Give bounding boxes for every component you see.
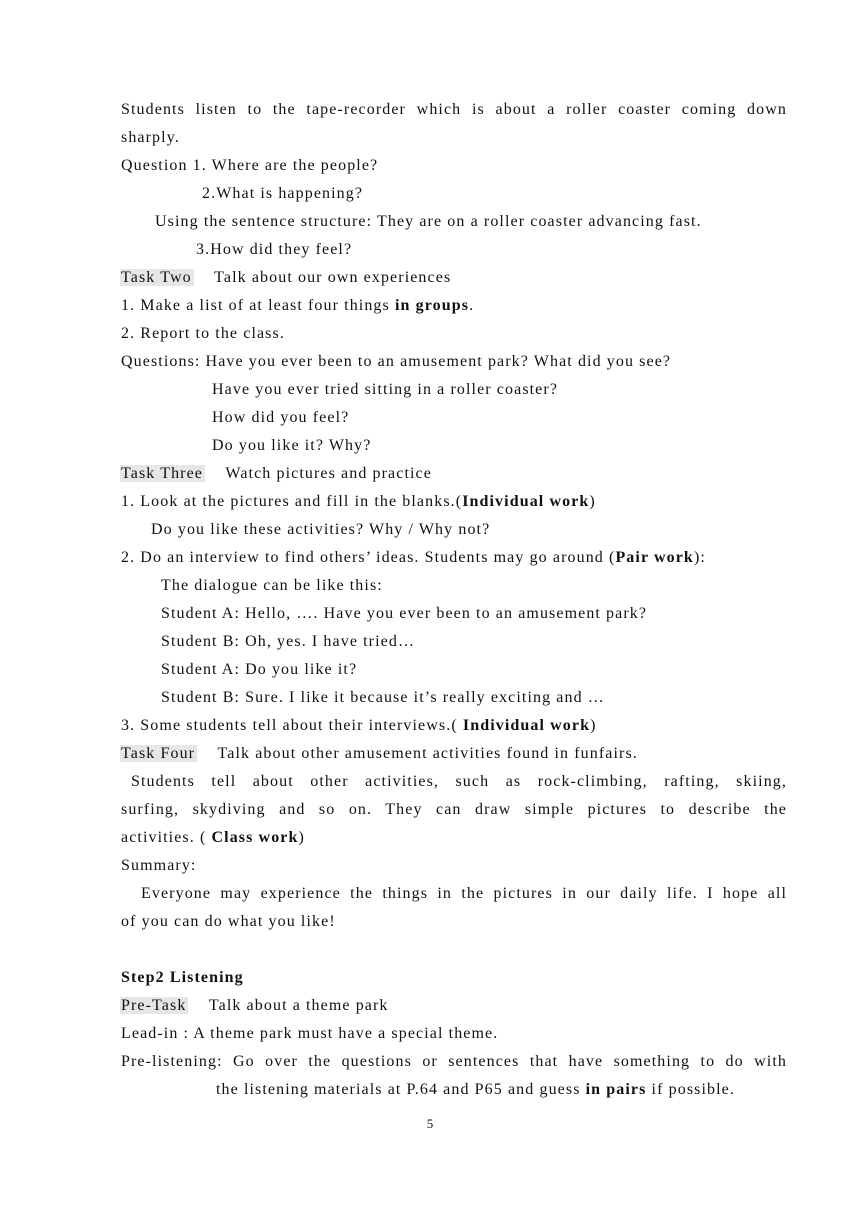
task-heading: [121, 264, 451, 292]
dialogue-line: Student A: Hello, …. Have you ever been to an amusement park?: [161, 605, 648, 622]
section-label: Summary:: [121, 857, 197, 874]
list-item: 2. Report to the class.: [121, 325, 285, 342]
paragraph-text: ): [298, 829, 305, 846]
emphasis: Pair work: [615, 549, 694, 566]
emphasis: in groups: [394, 297, 470, 314]
question-line: Question 1. Where are the people?: [121, 157, 379, 174]
question-line: Have you ever tried sitting in a roller coaster?: [212, 381, 559, 398]
page-number: 5: [426, 1116, 434, 1131]
dialogue-line: Student B: Oh, yes. I have tried…: [161, 633, 416, 650]
question-line: How did you feel?: [212, 409, 350, 426]
list-text: 3. Some students tell about their interviews.(: [121, 717, 463, 734]
list-text: 1. Look at the pictures and fill in the blanks.(: [121, 493, 463, 510]
paragraph-line: Students listen to the tape-recorder which is about a roller coaster coming down: [121, 101, 787, 118]
list-item: [121, 488, 596, 516]
task-label: Task Two: [121, 269, 192, 286]
paragraph-line: [216, 1076, 735, 1104]
paragraph-line: of you can do what you like!: [121, 913, 336, 930]
question-line: 2.What is happening?: [202, 185, 364, 202]
paragraph-line: sharply.: [121, 129, 180, 146]
emphasis: Individual work: [462, 493, 590, 510]
paragraph-line: surfing, skydiving and so on. They can draw simple pictures to describe the: [121, 801, 787, 818]
question-line: Do you like it? Why?: [212, 437, 372, 454]
list-text: ): [589, 493, 596, 510]
list-text: 2. Do an interview to find others’ ideas. Students may go around (: [121, 549, 616, 566]
list-text: ):: [693, 549, 706, 566]
task-heading: [121, 740, 638, 768]
question-line: Do you like these activities? Why / Why not?: [151, 521, 491, 538]
paragraph-line: [121, 824, 305, 852]
question-line: Questions: Have you ever been to an amusement park? What did you see?: [121, 353, 672, 370]
task-heading: [121, 992, 389, 1020]
task-label: Pre-Task: [121, 997, 187, 1014]
emphasis: in pairs: [585, 1081, 647, 1098]
paragraph-line: Students tell about other activities, such as rock-climbing, rafting, skiing,: [131, 773, 787, 790]
task-heading: [121, 460, 432, 488]
paragraph-text: activities. (: [121, 829, 212, 846]
dialogue-line: Student B: Sure. I like it because it’s really exciting and …: [161, 689, 605, 706]
step-heading: Step2 Listening: [121, 969, 244, 986]
list-item: [121, 712, 597, 740]
paragraph-text: the listening materials at P.64 and P65 and guess: [216, 1081, 586, 1098]
paragraph-line: Everyone may experience the things in the pictures in our daily life. I hope all: [141, 885, 787, 902]
task-title: Talk about other amusement activities found in funfairs.: [217, 745, 638, 762]
task-label: Task Four: [121, 745, 196, 762]
task-title: Watch pictures and practice: [225, 465, 432, 482]
question-line: 3.How did they feel?: [196, 241, 353, 258]
task-title: Talk about our own experiences: [214, 269, 452, 286]
list-text: 1. Make a list of at least four things: [121, 297, 395, 314]
paragraph-text: if possible.: [646, 1081, 735, 1098]
list-text: ): [590, 717, 597, 734]
instruction-line: Using the sentence structure: They are on a roller coaster advancing fast.: [155, 213, 702, 230]
emphasis: Individual work: [462, 717, 591, 734]
task-title: Talk about a theme park: [208, 997, 389, 1014]
dialogue-line: The dialogue can be like this:: [161, 577, 383, 594]
paragraph-line: Pre-listening: Go over the questions or sentences that have something to do with: [121, 1053, 787, 1070]
task-label: Task Three: [121, 465, 203, 482]
list-item: [121, 544, 706, 572]
list-text: .: [469, 297, 475, 314]
dialogue-line: Student A: Do you like it?: [161, 661, 358, 678]
paragraph-line: Lead-in : A theme park must have a special theme.: [121, 1025, 499, 1042]
list-item: [121, 292, 474, 320]
emphasis: Class work: [211, 829, 299, 846]
